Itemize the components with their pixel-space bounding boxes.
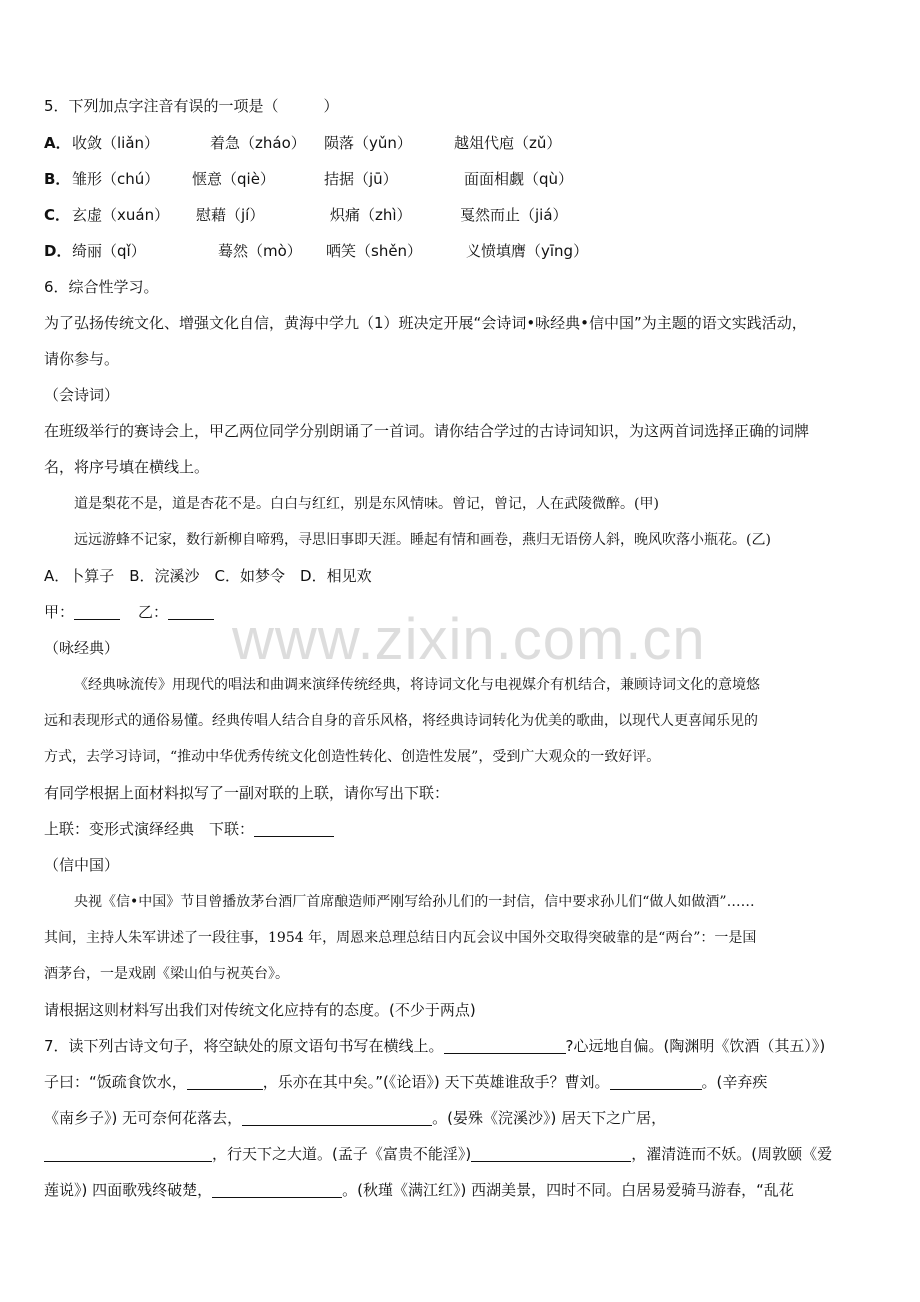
- q7-text: 。(晏殊《浣溪沙》) 居天下之广居，: [432, 1109, 667, 1127]
- poetry-task-cont: 名，将序号填在横线上。: [44, 458, 210, 476]
- option-word: 义愤填膺（yīng）: [466, 242, 589, 260]
- answer-yi-blank[interactable]: [168, 604, 214, 620]
- option-word: 着急（zháo）: [210, 134, 306, 152]
- option-word: 炽痛（zhì）: [330, 206, 412, 224]
- poetry-task: 在班级举行的赛诗会上，甲乙两位同学分别朗诵了一首词。请你结合学过的古诗词知识，为这两首词选择正确的词牌: [44, 422, 810, 440]
- option-word: 面面相觑（qù）: [464, 170, 574, 188]
- option-word: 绮丽（qǐ）: [72, 242, 146, 260]
- option-word: 拮据（jū）: [324, 170, 398, 188]
- fill-blank[interactable]: [444, 1038, 566, 1054]
- fill-blank[interactable]: [212, 1182, 342, 1198]
- option-word: 哂笑（shěn）: [326, 242, 423, 260]
- q6-intro: 为了弘扬传统文化、增强文化自信，黄海中学九（1）班决定开展“会诗词•咏经典•信中国”为主题的语文实践活动，: [44, 314, 807, 332]
- couplet-line: [44, 819, 880, 839]
- poem-jia: 道是梨花不是，道是杏花不是。白白与红红，别是东风情味。曾记，曾记，人在武陵微醉。(甲): [74, 496, 659, 512]
- fill-blank[interactable]: [44, 1146, 212, 1162]
- option-word: 收敛（liǎn）: [72, 134, 160, 152]
- q7-text: 。(辛弃疾: [701, 1073, 768, 1091]
- option-word: 蓦然（mò）: [218, 242, 302, 260]
- q7-stem: 7．读下列古诗文句子，将空缺处的原文语句书写在横线上。: [44, 1037, 444, 1055]
- option-word: 越俎代庖（zǔ）: [454, 134, 562, 152]
- classics-material-end: 方式，去学习诗词，“推动中华优秀传统文化创造性转化、创造性发展”，受到广大观众的一致好评。: [44, 749, 661, 765]
- cipai-choices: A．卜算子 B．浣溪沙 C．如梦令 D．相见欢: [44, 567, 372, 585]
- q7-line-1: [44, 1036, 880, 1056]
- poem-yi: 远远游蜂不记家，数行新柳自啼鸦，寻思旧事即天涯。睡起有情和画卷，燕归无语傍人斜，晚风吹落小瓶花。(乙): [74, 532, 771, 548]
- option-label: D．: [44, 242, 72, 260]
- q5-option-b: [44, 169, 880, 189]
- fill-blank[interactable]: [187, 1074, 263, 1090]
- attitude-task: 请根据这则材料写出我们对传统文化应持有的态度。(不少于两点): [44, 1001, 476, 1019]
- option-word: 玄虚（xuán）: [72, 206, 170, 224]
- fill-blank[interactable]: [610, 1074, 702, 1090]
- option-label: C．: [44, 206, 71, 224]
- q7-text: ，乐亦在其中矣。”(《论语》) 天下英雄谁敌手？曹刘。: [262, 1073, 610, 1091]
- china-material: 央视《信•中国》节目曾播放茅台酒厂首席酿造师严刚写给孙儿们的一封信，信中要求孙儿们“做人如做酒”……: [74, 894, 755, 910]
- q6-intro-cont: 请你参与。: [44, 350, 120, 368]
- option-word: 戛然而止（jiá）: [460, 206, 568, 224]
- q7-line-2: [44, 1072, 880, 1092]
- answer-jia-blank[interactable]: [74, 604, 120, 620]
- option-word: 惬意（qiè）: [192, 170, 275, 188]
- watermark: www.zixin.com.cn: [232, 607, 706, 672]
- option-label: B．: [44, 170, 71, 188]
- q7-text: 。(秋瑾《满江红》) 西湖美景，四时不同。白居易爱骑马游春，“乱花: [342, 1181, 794, 1199]
- answer-yi-label: 乙：: [138, 603, 169, 621]
- option-word: 陨落（yǔn）: [324, 134, 412, 152]
- section-title-china: （信中国）: [44, 856, 120, 874]
- q5-stem: 5．下列加点字注音有误的一项是（ ）: [44, 97, 339, 115]
- section-title-classics: （咏经典）: [44, 639, 120, 657]
- option-label: A．: [44, 134, 71, 152]
- classics-material: 《经典咏流传》用现代的唱法和曲调来演绎传统经典，将诗词文化与电视媒介有机结合，兼顾诗词文化的意境悠: [74, 677, 760, 693]
- option-word: 雏形（chú）: [72, 170, 160, 188]
- q7-text: ，行天下之大道。(孟子《富贵不能淫》): [212, 1145, 472, 1163]
- couplet-lower-blank[interactable]: [254, 821, 334, 837]
- q5-option-c: [44, 205, 880, 225]
- q7-text: ，濯清涟而不妖。(周敦颐《爱: [631, 1145, 833, 1163]
- china-material-cont: 其间，主持人朱军讲述了一段往事，1954 年，周恩来总理总结日内瓦会议中国外交取得突破靠的是“两台”：一是国: [44, 930, 757, 946]
- answer-jia-label: 甲：: [44, 603, 75, 621]
- q7-line-4: [44, 1144, 880, 1164]
- fill-blank[interactable]: [471, 1146, 631, 1162]
- q7-line-5: [44, 1180, 880, 1200]
- q7-text: 子曰：“饭疏食饮水，: [44, 1073, 187, 1091]
- couplet-upper: 上联：变形式演绎经典 下联：: [44, 820, 255, 838]
- q7-text: 《南乡子》) 无可奈何花落去，: [44, 1109, 243, 1127]
- couplet-task: 有同学根据上面材料拟写了一副对联的上联，请你写出下联：: [44, 784, 450, 802]
- section-title-poetry: （会诗词）: [44, 386, 120, 404]
- q7-line-3: [44, 1108, 880, 1128]
- option-word: 慰藉（jí）: [196, 206, 265, 224]
- q5-option-a: [44, 133, 880, 153]
- q7-text: ?心远地自偏。(陶渊明《饮酒（其五）》): [565, 1037, 826, 1055]
- classics-material-cont: 远和表现形式的通俗易懂。经典传唱人结合自身的音乐风格，将经典诗词转化为优美的歌曲，以现代人更喜闻乐见的: [44, 713, 758, 729]
- q5-option-d: [44, 241, 880, 261]
- china-material-end: 酒茅台，一是戏剧《梁山伯与祝英台》。: [44, 966, 289, 982]
- q7-text: 莲说》) 四面歌残终破楚，: [44, 1181, 213, 1199]
- fill-blank[interactable]: [242, 1110, 432, 1126]
- q6-stem: 6．综合性学习。: [44, 278, 159, 296]
